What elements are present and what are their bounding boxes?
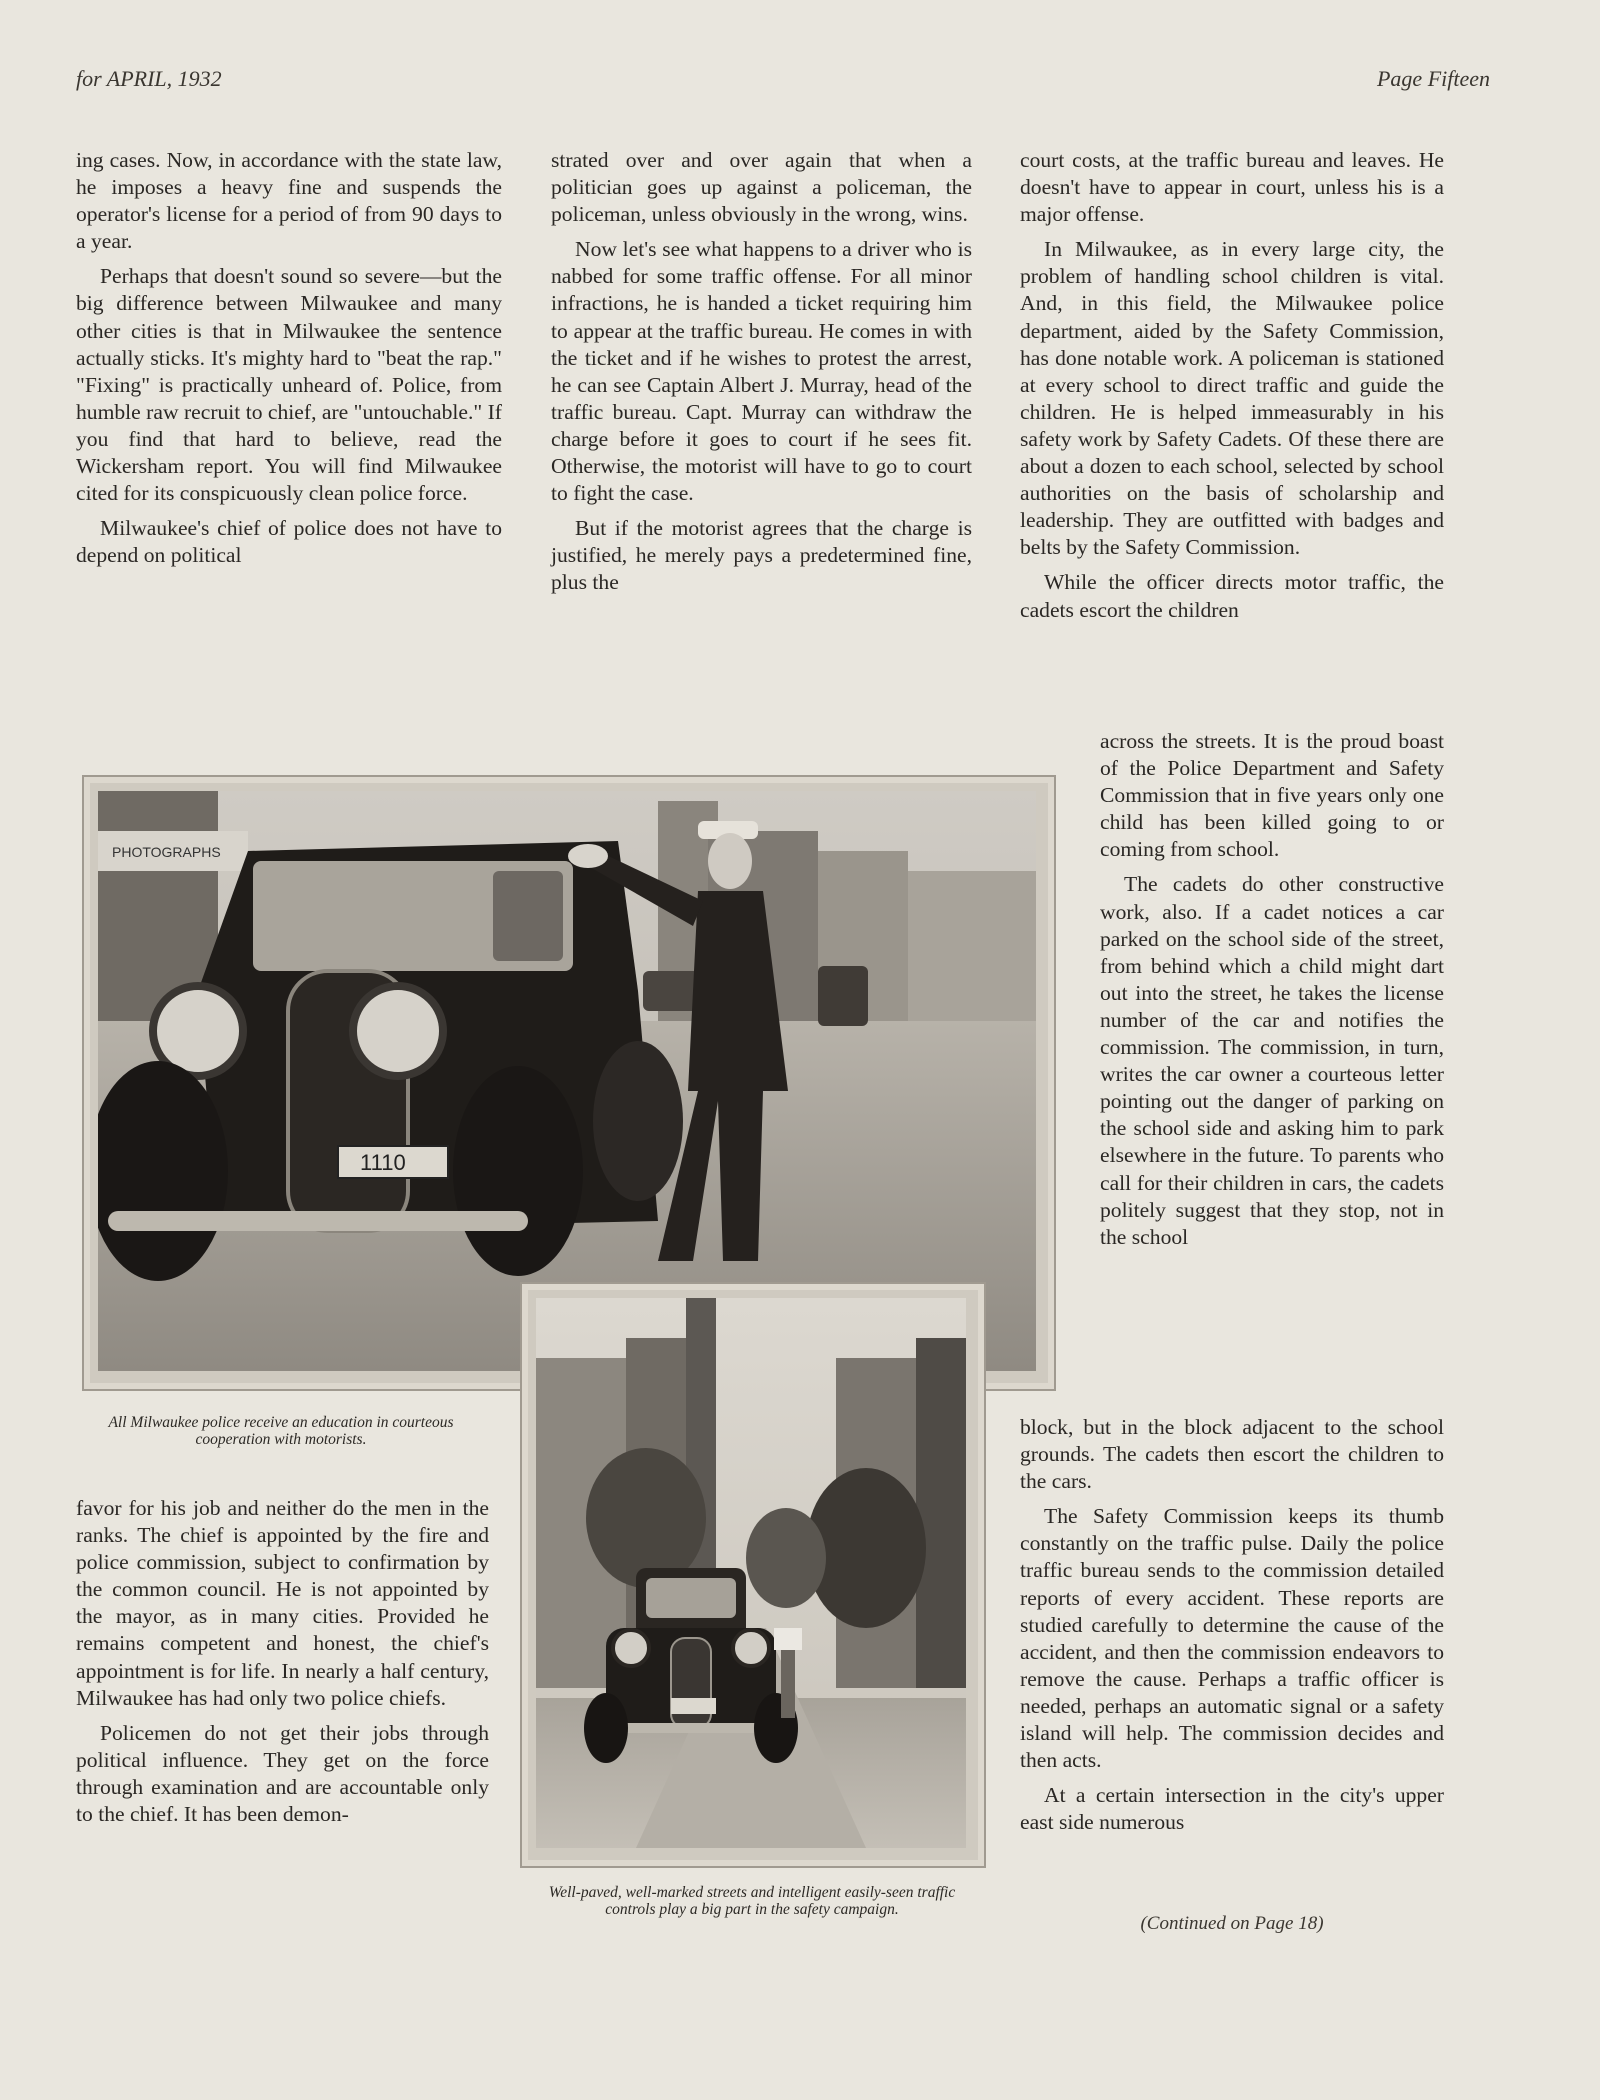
- paragraph: ing cases. Now, in accordance with the state law, he imposes a heavy fine and suspends the operator's license for a period of from 90 days to a year.: [76, 148, 502, 254]
- running-head-right: Page Fifteen: [1376, 66, 1490, 91]
- paragraph: strated over and over again that when a politician goes up against a policeman, the policeman, unless obviously in the wrong, wins.: [551, 148, 972, 227]
- photo-2-caption: Well-paved, well-marked streets and intelligent easily-seen traffic controls play a big part in the safety campaign.: [548, 1884, 956, 1918]
- paragraph: The Safety Commission keeps its thumb constantly on the traffic pulse. Daily the police traffic bureau sends to the commission detailed reports of every accident. These reports are studied carefully to determine the cause of the accident, and then the commission endeavors to remove the cause. Perhaps a traffic officer is needed, perhaps an automatic signal or a safety island will help. The commission decides and then acts.: [1020, 1504, 1444, 1773]
- paragraph: Perhaps that doesn't sound so severe—but the big difference between Milwaukee and many other cities is that in Milwaukee the sentence actually sticks. It's mighty hard to "beat the rap." "Fixing" is practically unheard of. Police, from humble raw recruit to chief, are "untouchable." If you find that hard to believe, read the Wickersham report. You will find Milwaukee cited for its conspicuously clean police force.: [76, 264, 502, 506]
- paragraph: block, but in the block adjacent to the school grounds. The cadets then escort the children to the cars.: [1020, 1415, 1444, 1494]
- photo-1-caption: All Milwaukee police receive an education in courteous cooperation with motorists.: [108, 1414, 454, 1448]
- running-head-left: for APRIL, 1932: [76, 66, 222, 91]
- column-3-lower: [1020, 1414, 1444, 1836]
- paragraph: The cadets do other constructive work, also. If a cadet notices a car parked on the school side of the street, from behind which a child might dart out into the street, he takes the license number of the car and notifies the commission. The commission, in turn, writes the car owner a courteous letter pointing out the danger of parking on the school side and asking him to park elsewhere in the future. To parents who call for their children in cars, the cadets politely suggest that they stop, not in the school: [1100, 872, 1444, 1249]
- photo-street-scene: [520, 1282, 986, 1868]
- paragraph: favor for his job and neither do the men in the ranks. The chief is appointed by the fire and police commission, subject to confirmation by the common council. He is not appointed by the mayor, as in many cities. Provided he remains competent and honest, the chief's appointment is for life. In nearly a half century, Milwaukee has had only two police chiefs.: [76, 1496, 489, 1710]
- paragraph: across the streets. It is the proud boast of the Police Department and Safety Commission that in five years only one child has been killed going to or coming from school.: [1100, 729, 1444, 862]
- column-1-lower: [76, 1495, 489, 1828]
- column-2: [551, 147, 972, 597]
- paragraph: In Milwaukee, as in every large city, the problem of handling school children is vital. And, in this field, the Milwaukee police department, aided by the Safety Commission, has done notable work. A policeman is stationed at every school to direct traffic and guide the children. He is helped immeasurably in his safety work by Safety Cadets. Of these there are about a dozen to each school, selected by school authorities on the basis of scholarship and leadership. They are outfitted with badges and belts by the Safety Commission.: [1020, 237, 1444, 560]
- paragraph: Milwaukee's chief of police does not have to depend on political: [76, 516, 502, 568]
- license-plate-text: 1110: [360, 1150, 406, 1175]
- paragraph: But if the motorist agrees that the charge is justified, he merely pays a predetermined fine, plus the: [551, 516, 972, 595]
- paragraph: Policemen do not get their jobs through political influence. They get on the force through examination and are accountable only to the chief. It has been demon-: [76, 1720, 489, 1827]
- continued-note: (Continued on Page 18): [1140, 1913, 1324, 1934]
- paragraph: While the officer directs motor traffic, the cadets escort the children: [1020, 570, 1444, 622]
- paragraph: court costs, at the traffic bureau and leaves. He doesn't have to appear in court, unless his is a major offense.: [1020, 148, 1444, 227]
- paragraph: Now let's see what happens to a driver who is nabbed for some traffic offense. For all minor infractions, he is handed a ticket requiring him to appear at the traffic bureau. He comes in with the ticket and if he wishes to protest the arrest, he can see Captain Albert J. Murray, head of the traffic bureau. Capt. Murray can withdraw the charge before it goes to court if he sees fit. Otherwise, the motorist will have to go to court to fight the case.: [551, 237, 972, 506]
- column-3-upper: [1020, 147, 1444, 624]
- column-1-upper: [76, 147, 502, 569]
- column-3-wrap: [1100, 728, 1444, 1251]
- paragraph: At a certain intersection in the city's upper east side numerous: [1020, 1783, 1444, 1835]
- street-scene-photo: [536, 1298, 966, 1848]
- shop-sign-text: PHOTOGRAPHS: [112, 844, 221, 860]
